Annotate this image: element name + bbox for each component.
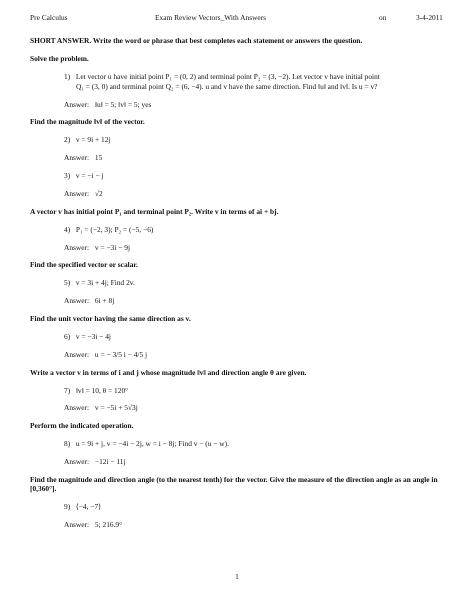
page-header — [30, 14, 444, 24]
section-heading: Find the unit vector having the same direction as v. — [30, 314, 191, 323]
problem-number: 1) — [64, 71, 71, 81]
problem-number: 7) — [64, 385, 71, 395]
answer-label: Answer: — [64, 349, 90, 359]
problem-number: 8) — [64, 439, 71, 449]
problem — [64, 172, 444, 181]
section-heading: Find the magnitude and direction angle (to the nearest tenth) for the vector. Give the measure of the direction angle as an angle in [0,360°]. — [30, 474, 438, 493]
section-heading: A vector v has initial point P₁ and terminal point P₂. Write v in terms of ai + bj. — [30, 206, 279, 216]
header-course: Pre Calculus — [30, 13, 68, 22]
answer-label: Answer: — [64, 99, 90, 109]
problem-text: v = 3i + 4j; Find 2v. — [75, 278, 135, 288]
answer-value: u = − 3/5 i − 4/5 j — [94, 349, 148, 359]
problem — [64, 136, 444, 145]
section-heading: Find the magnitude ‖v‖ of the vector. — [30, 117, 145, 127]
problem-text: ‖v‖ = 10, θ = 120° — [75, 385, 129, 395]
answer-label: Answer: — [64, 242, 90, 252]
answer-value: √2 — [94, 188, 103, 198]
answer-value: 6i + 8j — [94, 296, 115, 306]
problem-number: 2) — [64, 135, 71, 145]
answer-value: 15 — [94, 153, 103, 163]
problem — [64, 333, 444, 342]
section-heading: Write a vector v in terms of i and j whose magnitude ‖v‖ and direction angle θ are given. — [30, 367, 307, 377]
problem-text: Let vector u have initial point P₁ = (0, 2) and terminal point P₂ = (3, −2). Let vector v have initial point — [75, 71, 380, 81]
section-heading: Solve the problem. — [30, 53, 89, 63]
problem-text: P₁ = (−2, 3); P₂ = (−5, −6) — [75, 224, 154, 234]
problem-number: 6) — [64, 331, 71, 341]
problem-number: 9) — [64, 501, 71, 511]
answer — [64, 404, 444, 413]
problem — [64, 440, 444, 449]
header-title: Exam Review Vectors_With Answers — [155, 13, 267, 22]
problem-text: u = 9i + j, v = −4i − 2j, w = i − 8j; Find v − (u − w). — [75, 439, 229, 449]
problem-number: 4) — [64, 224, 71, 234]
section-heading: Find the specified vector or scalar. — [30, 260, 138, 270]
answer-value: ‖u‖ = 5; ‖v‖ = 5; yes — [94, 99, 152, 109]
problem-number: 3) — [64, 171, 71, 180]
answer — [64, 190, 444, 199]
problem — [64, 73, 444, 82]
answer — [64, 351, 444, 360]
answer-label: Answer: — [64, 519, 90, 529]
answer — [64, 244, 444, 253]
problem-text: v = −3i − 4j — [75, 331, 111, 341]
answer-value: −12i − 11j — [94, 457, 126, 466]
answer — [64, 154, 444, 163]
problem-text: v = 9i + 12j — [75, 135, 111, 145]
answer-label: Answer: — [64, 457, 90, 466]
answer — [64, 297, 444, 306]
answer — [64, 458, 444, 467]
problem — [64, 503, 444, 512]
problem-text: v = −i − j — [75, 171, 104, 180]
problem — [64, 226, 444, 235]
section-heading: Perform the indicated operation. — [30, 421, 134, 431]
answer-value: v = −5i + 5√3j — [94, 403, 138, 413]
answer-label: Answer: — [64, 153, 90, 163]
answer — [64, 521, 444, 530]
problem — [64, 387, 444, 396]
problem-text-continued: Q₁ = (3, 0) and terminal point Q₂ = (6, −4). u and v have the same direction. Find ‖u‖ and ‖v‖. Is u = v? — [76, 81, 378, 91]
problem-text: ⟨−4, −7⟩ — [75, 501, 102, 511]
problem-number: 5) — [64, 278, 71, 288]
answer-value: v = −3i − 9j — [94, 242, 130, 252]
instructions-heading: SHORT ANSWER. Write the word or phrase that best completes each statement or answers the question. — [30, 36, 363, 45]
answer-label: Answer: — [64, 296, 90, 306]
answer-label: Answer: — [64, 403, 90, 413]
answer-label: Answer: — [64, 188, 90, 198]
header-date: 3-4-2011 — [416, 13, 443, 22]
header-on: on — [379, 13, 387, 22]
page-number: 1 — [235, 572, 239, 582]
answer-value: 5; 216.9° — [94, 519, 123, 529]
problem — [64, 279, 444, 288]
answer — [64, 101, 444, 110]
